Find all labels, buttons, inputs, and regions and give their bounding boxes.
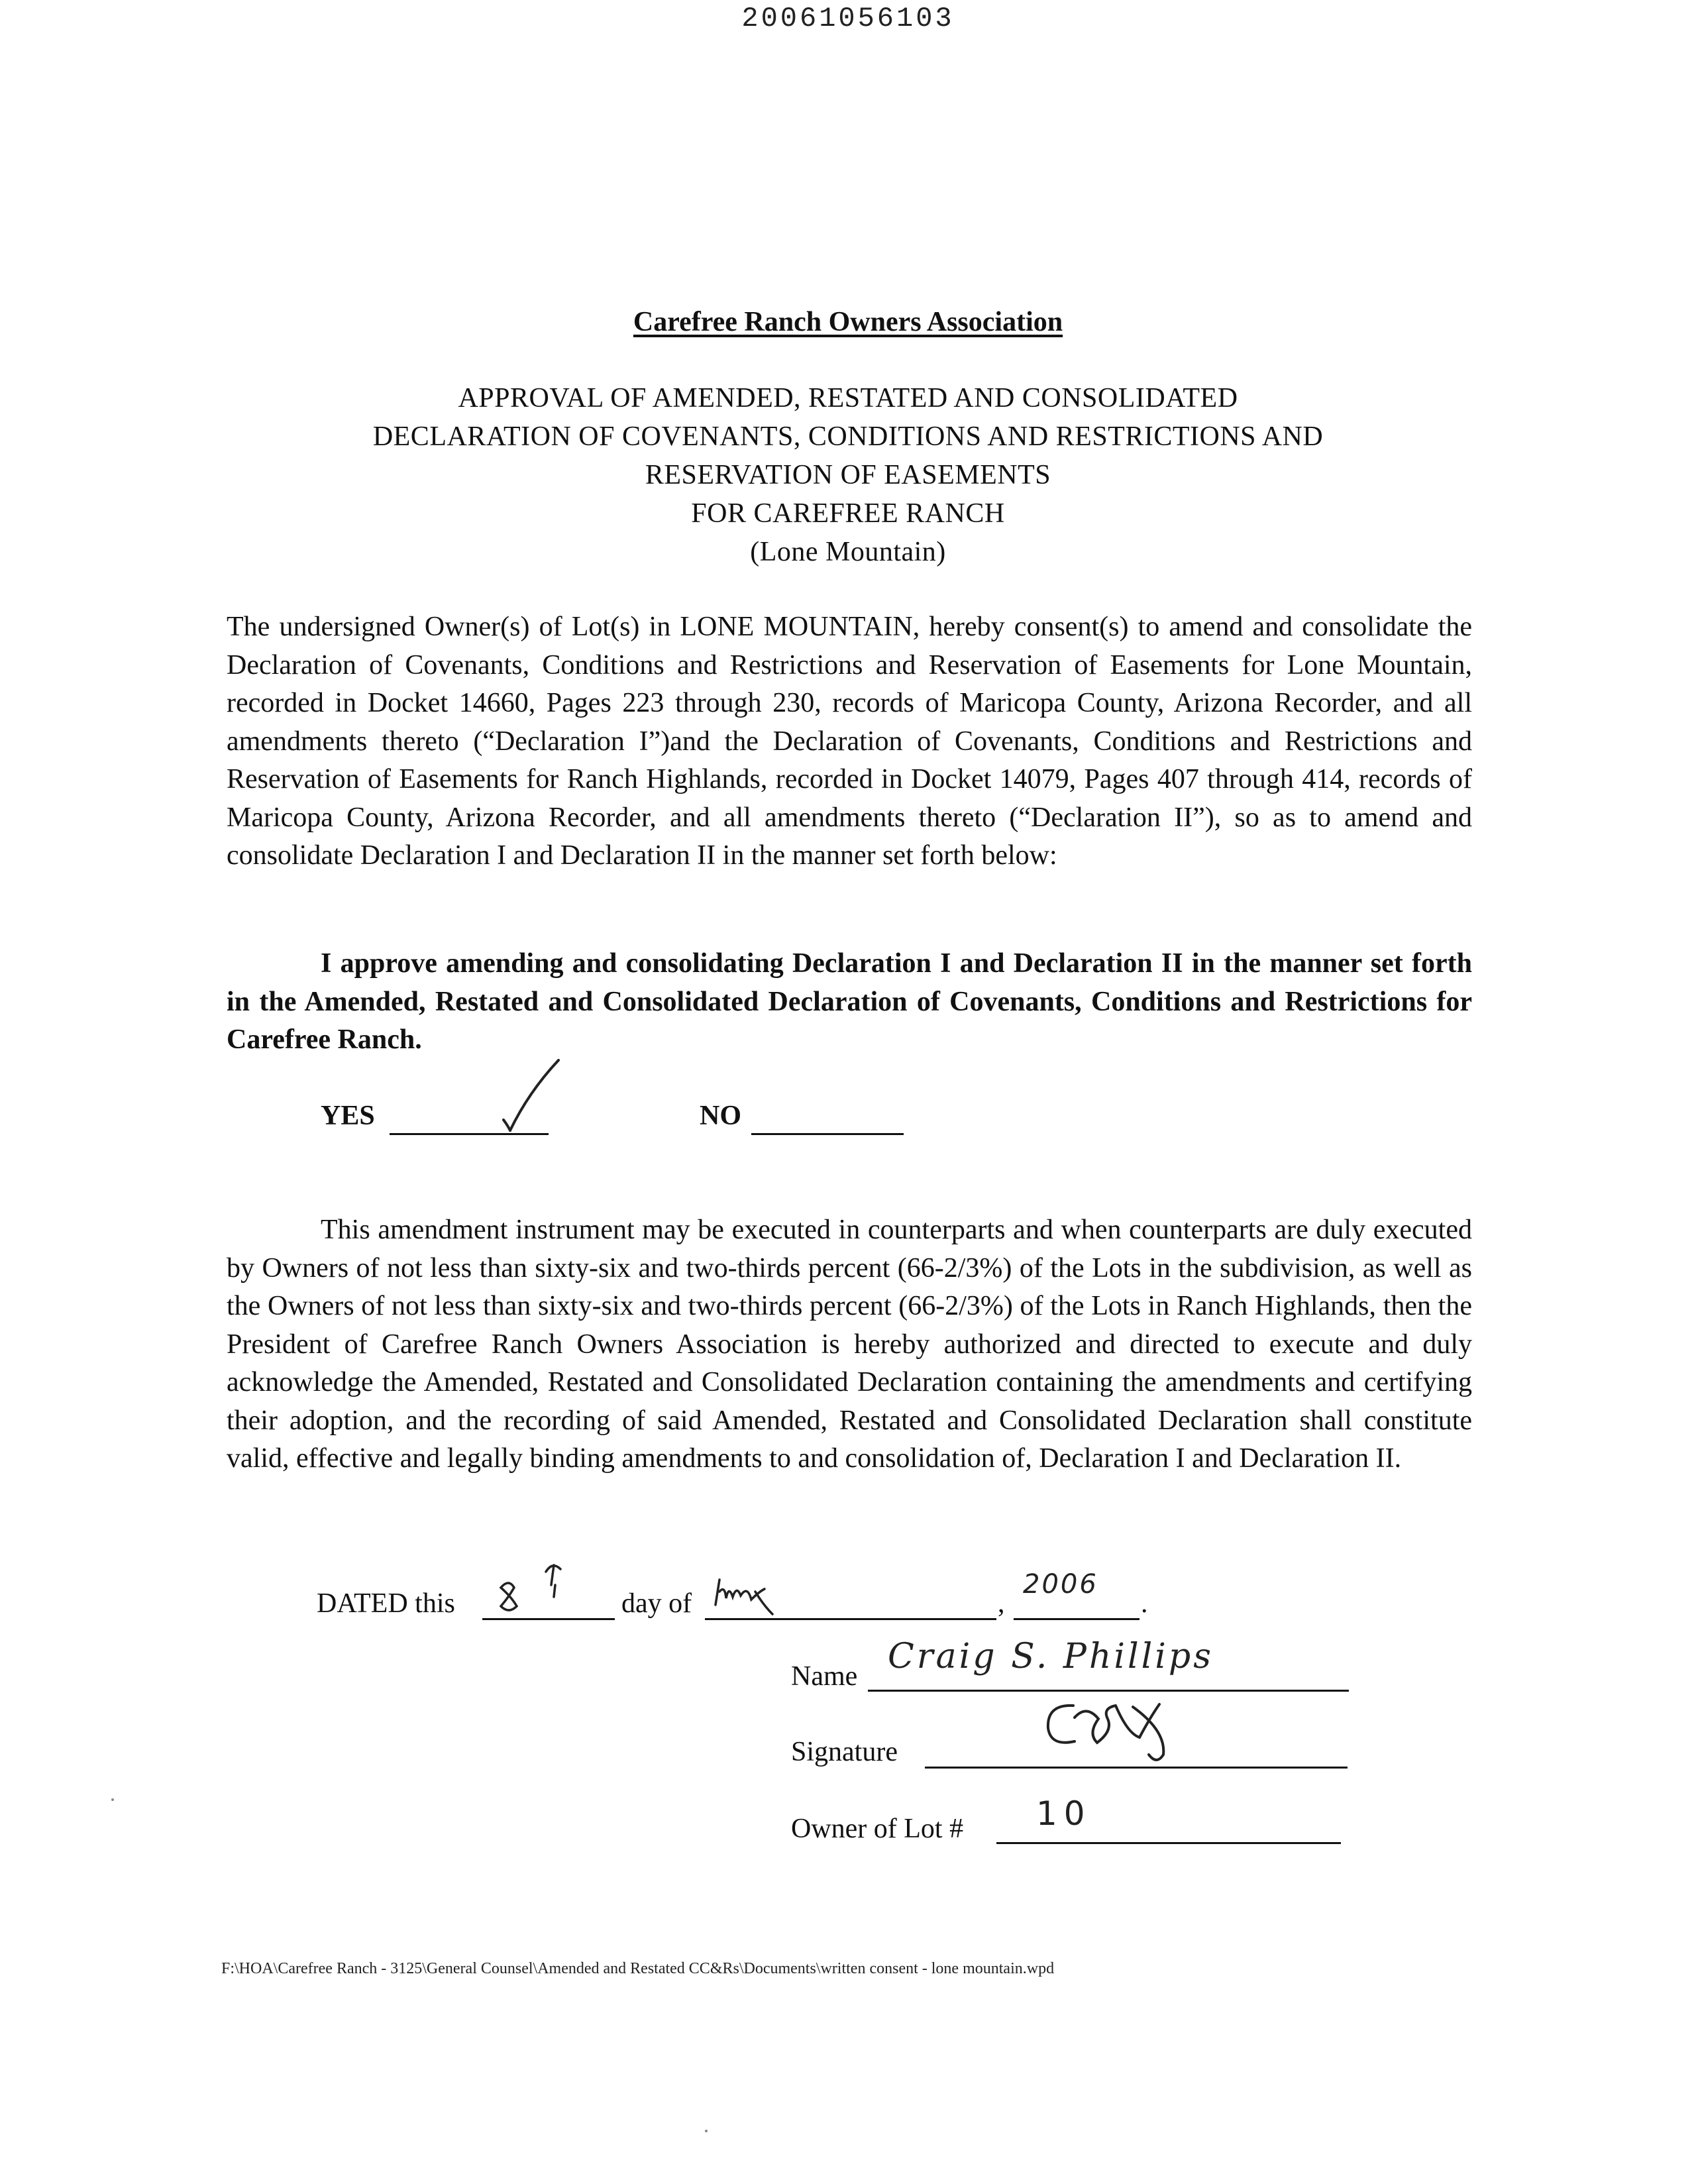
vote-row [321,1100,983,1153]
day-field[interactable] [482,1585,615,1620]
handwritten-signature-icon [1034,1691,1206,1764]
name-field[interactable] [868,1637,1349,1692]
no-blank[interactable] [751,1100,904,1135]
approval-statement: I approve amending and consolidating Declaration I and Declaration II in the manner set forth in the Amended, Restated and Consolidated Declaration of Covenants, Conditions and Restrictions for Carefree Ranch. [227,948,1472,1055]
heading-line: DECLARATION OF COVENANTS, CONDITIONS AND RESTRICTIONS AND [372,421,1324,452]
dated-label: DATED this [317,1588,455,1619]
yes-blank[interactable] [390,1100,549,1135]
owner-lot-label: Owner of Lot # [791,1814,964,1844]
yes-label: YES [321,1101,375,1131]
lot-field[interactable] [996,1794,1341,1844]
heading-line: FOR CAREFREE RANCH [691,498,1005,529]
no-label: NO [700,1101,741,1131]
day-of-label: day of [621,1588,692,1619]
execution-paragraph: This amendment instrument may be executed in counterparts and when counterparts are duly executed by Owners of not less than sixty-six and two-thirds percent (66-2/3%) of the Lots in the subdivision, as well as the Owners of not less than sixty-six and two-thirds percent (66-2/3%) of the Lots in Ranch Highlands, then the President of Carefree Ranch Owners Association is hereby authorized and directed to execute and duly acknowledge the Amended, Restated and Consolidated Declaration containing the amendments and certifying their adoption, and the recording of said Amended, Restated and Consolidated Declaration shall constitute valid, effective and legally binding amendments to and consolidation of, Declaration I and Declaration II. [227,1215,1472,1474]
comma: , [998,1588,1005,1619]
org-title: Carefree Ranch Owners Association [633,307,1063,337]
checkmark-icon [496,1059,575,1132]
heading-line: RESERVATION OF EASEMENTS [645,460,1051,490]
year-field[interactable] [1014,1569,1140,1620]
name-label: Name [791,1661,858,1692]
name-value: Craig S. Phillips [888,1637,1214,1676]
handwritten-day-icon [482,1558,615,1611]
heading-line: APPROVAL OF AMENDED, RESTATED AND CONSOLIDATED [458,383,1238,413]
scan-speck [111,1798,114,1801]
document-heading [0,379,1696,571]
lot-value: 10 [1036,1794,1092,1833]
heading-line: (Lone Mountain) [750,537,946,567]
signature-label: Signature [791,1737,898,1767]
handwritten-month-icon [712,1565,844,1618]
signature-field[interactable] [925,1733,1348,1769]
period: . [1141,1588,1148,1619]
scan-speck [705,2130,708,2132]
year-value: 2006 [1023,1569,1098,1600]
document-number: 20061056103 [741,3,955,34]
consent-paragraph: The undersigned Owner(s) of Lot(s) in LONE MOUNTAIN, hereby consent(s) to amend and consolidate the Declaration of Covenants, Conditions and Restrictions and Reservation of Easements for Lone Mountain, recorded in Docket 14660, Pages 223 through 230, records of Maricopa County, Arizona Recorder, and all amendments thereto (“Declaration I”)and the Declaration of Covenants, Conditions and Restrictions and Reservation of Easements for Ranch Highlands, recorded in Docket 14079, Pages 407 through 414, records of Maricopa County, Arizona Recorder, and all amendments thereto (“Declaration II”), so as to amend and consolidate Declaration I and Declaration II in the manner set forth below: [227,612,1472,871]
file-path-footer: F:\HOA\Carefree Ranch - 3125\General Counsel\Amended and Restated CC&Rs\Documents\written consent - lone mountain.wpd [221,1960,1055,1977]
month-field[interactable] [705,1585,996,1620]
